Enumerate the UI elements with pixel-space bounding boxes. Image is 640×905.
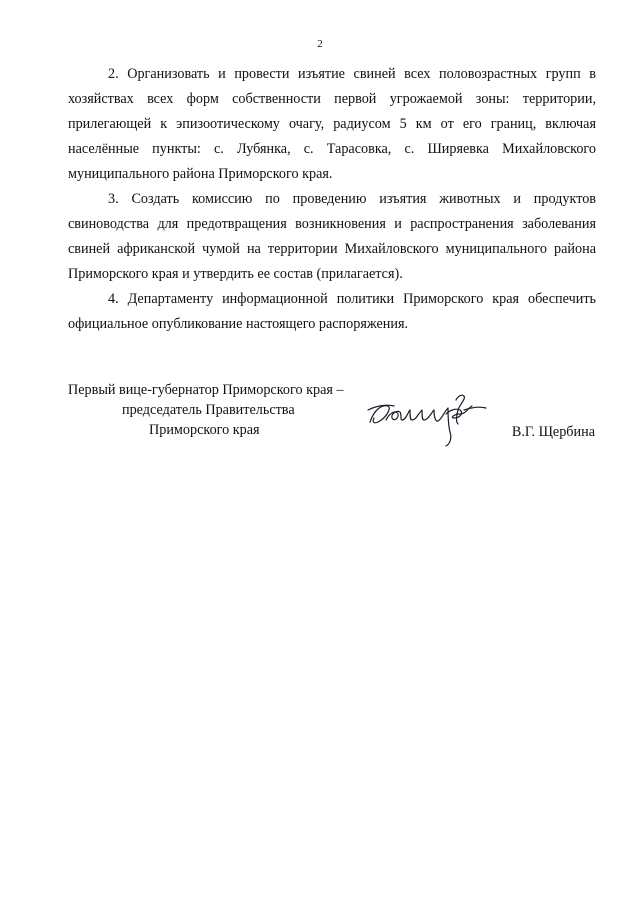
signer-title-line-2: председатель Правительства	[122, 402, 295, 418]
page-number: 2	[317, 38, 323, 50]
document-body	[68, 62, 596, 337]
signer-title-line-3: Приморского края	[149, 422, 260, 438]
signer-title-line-1: Первый вице-губернатор Приморского края –	[68, 382, 344, 398]
handwritten-signature	[364, 388, 494, 448]
paragraph-4: 4. Департаменту информационной политики Приморского края обеспечить официальное опубликование настоящего распоряжения.	[68, 291, 596, 332]
paragraph-3: 3. Создать комиссию по проведению изъятия животных и продуктов свиноводства для предотвращения возникновения и распространения заболевания свиней африканской чумой на территории Михайловского муниципального района Приморского края и утвердить ее состав (прилагается).	[68, 191, 596, 282]
paragraph-2: 2. Организовать и провести изъятие свиней всех половозрастных групп в хозяйствах всех форм собственности первой угрожаемой зоны: территории, прилегающей к эпизоотическому очагу, радиусом 5 км от его границ, включая населённые пункты: с. Лубянка, с. Тарасовка, с. Ширяевка Михайловского муниципального района Приморского края.	[68, 66, 596, 182]
signer-name: В.Г. Щербина	[511, 424, 595, 440]
signature-block	[68, 380, 598, 460]
